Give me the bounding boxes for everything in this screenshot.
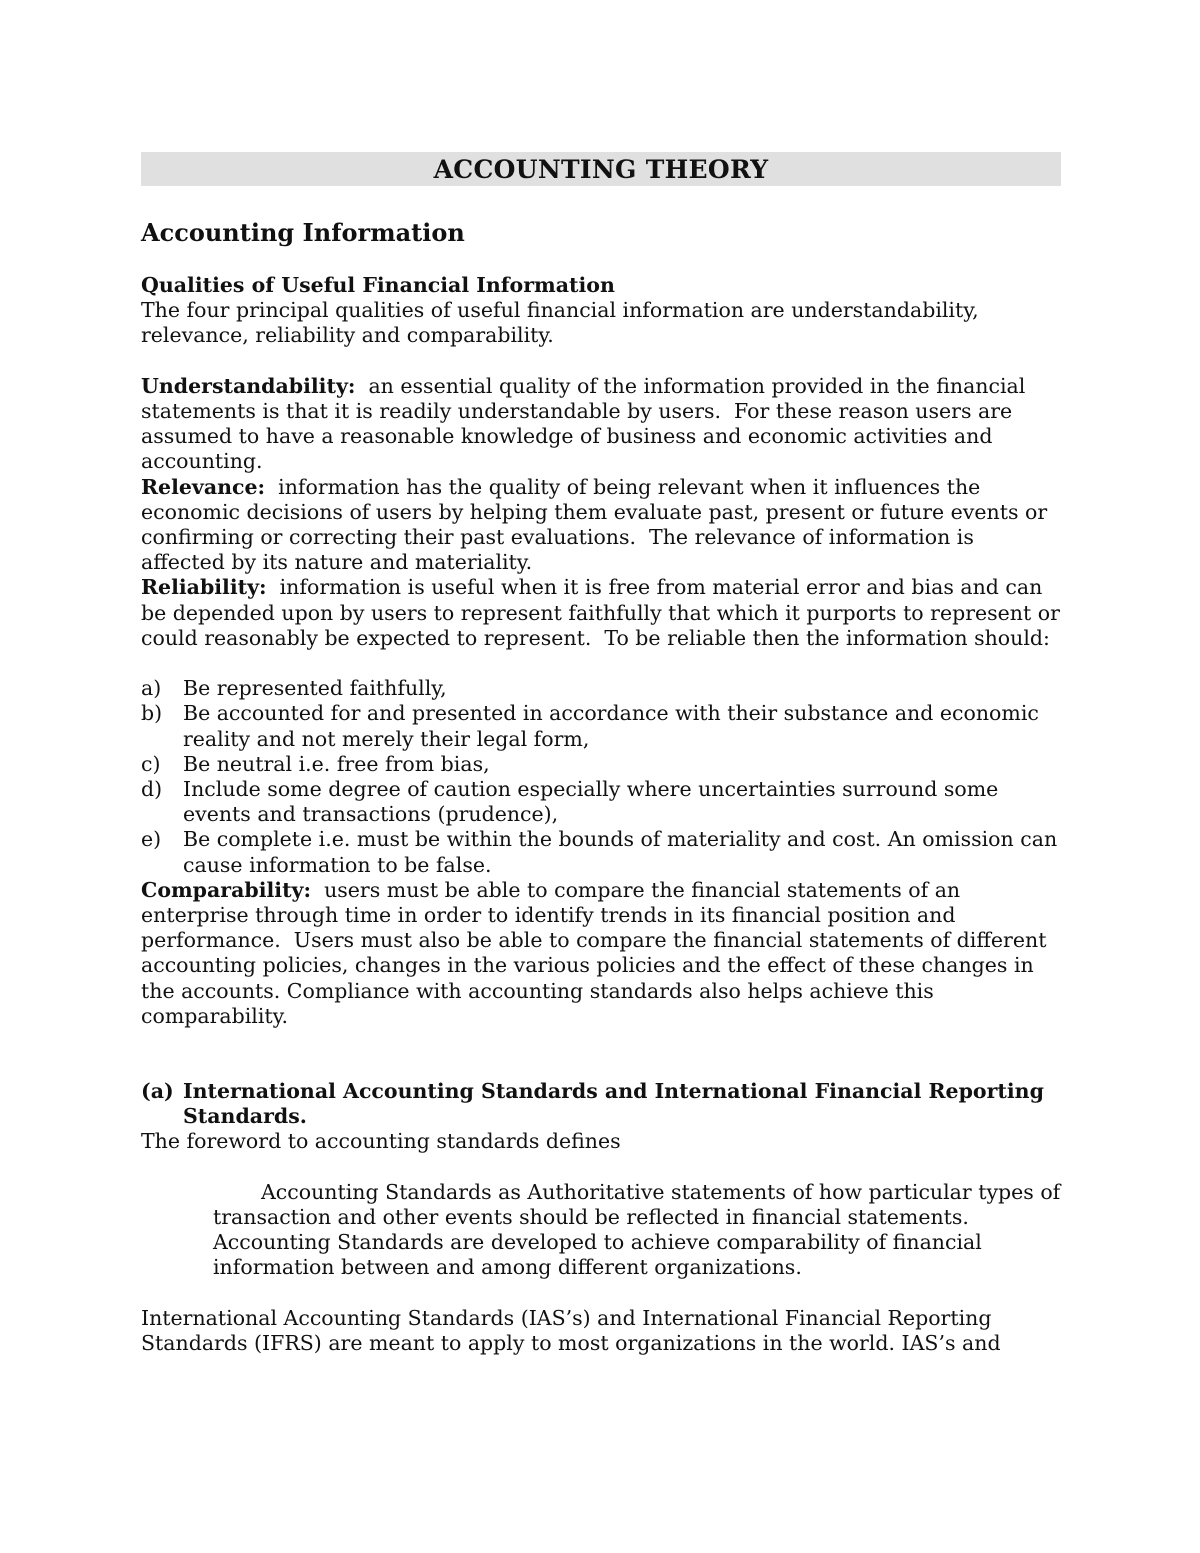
list-item: [141, 752, 1061, 777]
list-item-text: Include some degree of caution especially where uncertainties surround some events and transactions (prudence),: [183, 777, 999, 827]
understandability-term: Understandability:: [141, 373, 356, 398]
list-marker: c): [141, 751, 161, 776]
qualities-intro: The four principal qualities of useful financial information are understandability, relevance, reliability and comparability.: [141, 298, 979, 348]
understandability-paragraph: [141, 374, 1061, 475]
relevance-paragraph: [141, 475, 1061, 576]
definition-quote: Accounting Standards as Authoritative statements of how particular types of transaction and other events should be reflected in financial statements. Accounting Standards are developed to achieve comparability of financial information between and among different organizations.: [213, 1179, 1061, 1280]
list-marker: a): [141, 676, 162, 701]
list-marker: e): [141, 827, 162, 852]
reliability-text: information is useful when it is free from material error and bias and can be depended upon by users to represent faithfully that which it purports to represent or could reasonably be expected to represent. To be reliable then the information should:: [141, 575, 1067, 650]
qualities-heading: Qualities of Useful Financial Information: [141, 273, 615, 297]
section-a-title: International Accounting Standards and International Financial Reporting Standards.: [183, 1079, 1044, 1129]
list-item: [141, 701, 1061, 751]
relevance-text: information has the quality of being relevant when it influences the economic decisions of users by helping them evaluate past, present or future events or confirming or correcting their past evaluations. The relevance of information is affected by its nature and materiality.: [141, 474, 1054, 575]
section-a-heading: [141, 1079, 1061, 1129]
reliability-paragraph: [141, 575, 1067, 651]
list-item-text: Be neutral i.e. free from bias,: [183, 751, 490, 776]
relevance-term: Relevance:: [141, 474, 266, 499]
understandability-text: an essential quality of the information provided in the financial statements is that it is readily understandable by users. For these reason users are assumed to have a reasonable knowledge of business and economic activities and accounting.: [141, 373, 1032, 474]
reliability-list: [141, 676, 1061, 878]
comparability-text: users must be able to compare the financial statements of an enterprise through time in order to identify trends in its financial position and performance. Users must also be able to compare the financial statements of different accounting policies, changes in the various policies and the effect of these changes in the accounts. Compliance with accounting standards also helps achieve this comparability.: [141, 877, 1053, 1028]
section-a-closing: International Accounting Standards (IAS’s) and International Financial Reporting Standards (IFRS) are meant to apply to most organizations in the world. IAS’s and: [141, 1305, 1001, 1356]
main-heading: Accounting Information: [141, 218, 465, 247]
list-item-text: Be accounted for and presented in accordance with their substance and economic reality and not merely their legal form,: [183, 701, 1039, 751]
list-marker: d): [141, 777, 163, 802]
list-item: [141, 676, 1061, 701]
list-item: [141, 777, 1061, 827]
list-item-text: Be complete i.e. must be within the bounds of materiality and cost. An omission can cause information to be false.: [183, 827, 1058, 877]
section-a-intro: The foreword to accounting standards defines: [141, 1129, 621, 1154]
list-item-text: Be represented faithfully,: [183, 676, 447, 701]
list-item: [141, 827, 1061, 877]
comparability-paragraph: [141, 878, 1061, 1029]
document-title: ACCOUNTING THEORY: [141, 152, 1061, 186]
comparability-term: Comparability:: [141, 877, 312, 902]
list-marker: b): [141, 701, 163, 726]
document-page: [141, 152, 1067, 1356]
reliability-term: Reliability:: [141, 575, 267, 600]
section-a-marker: (a): [141, 1079, 174, 1104]
